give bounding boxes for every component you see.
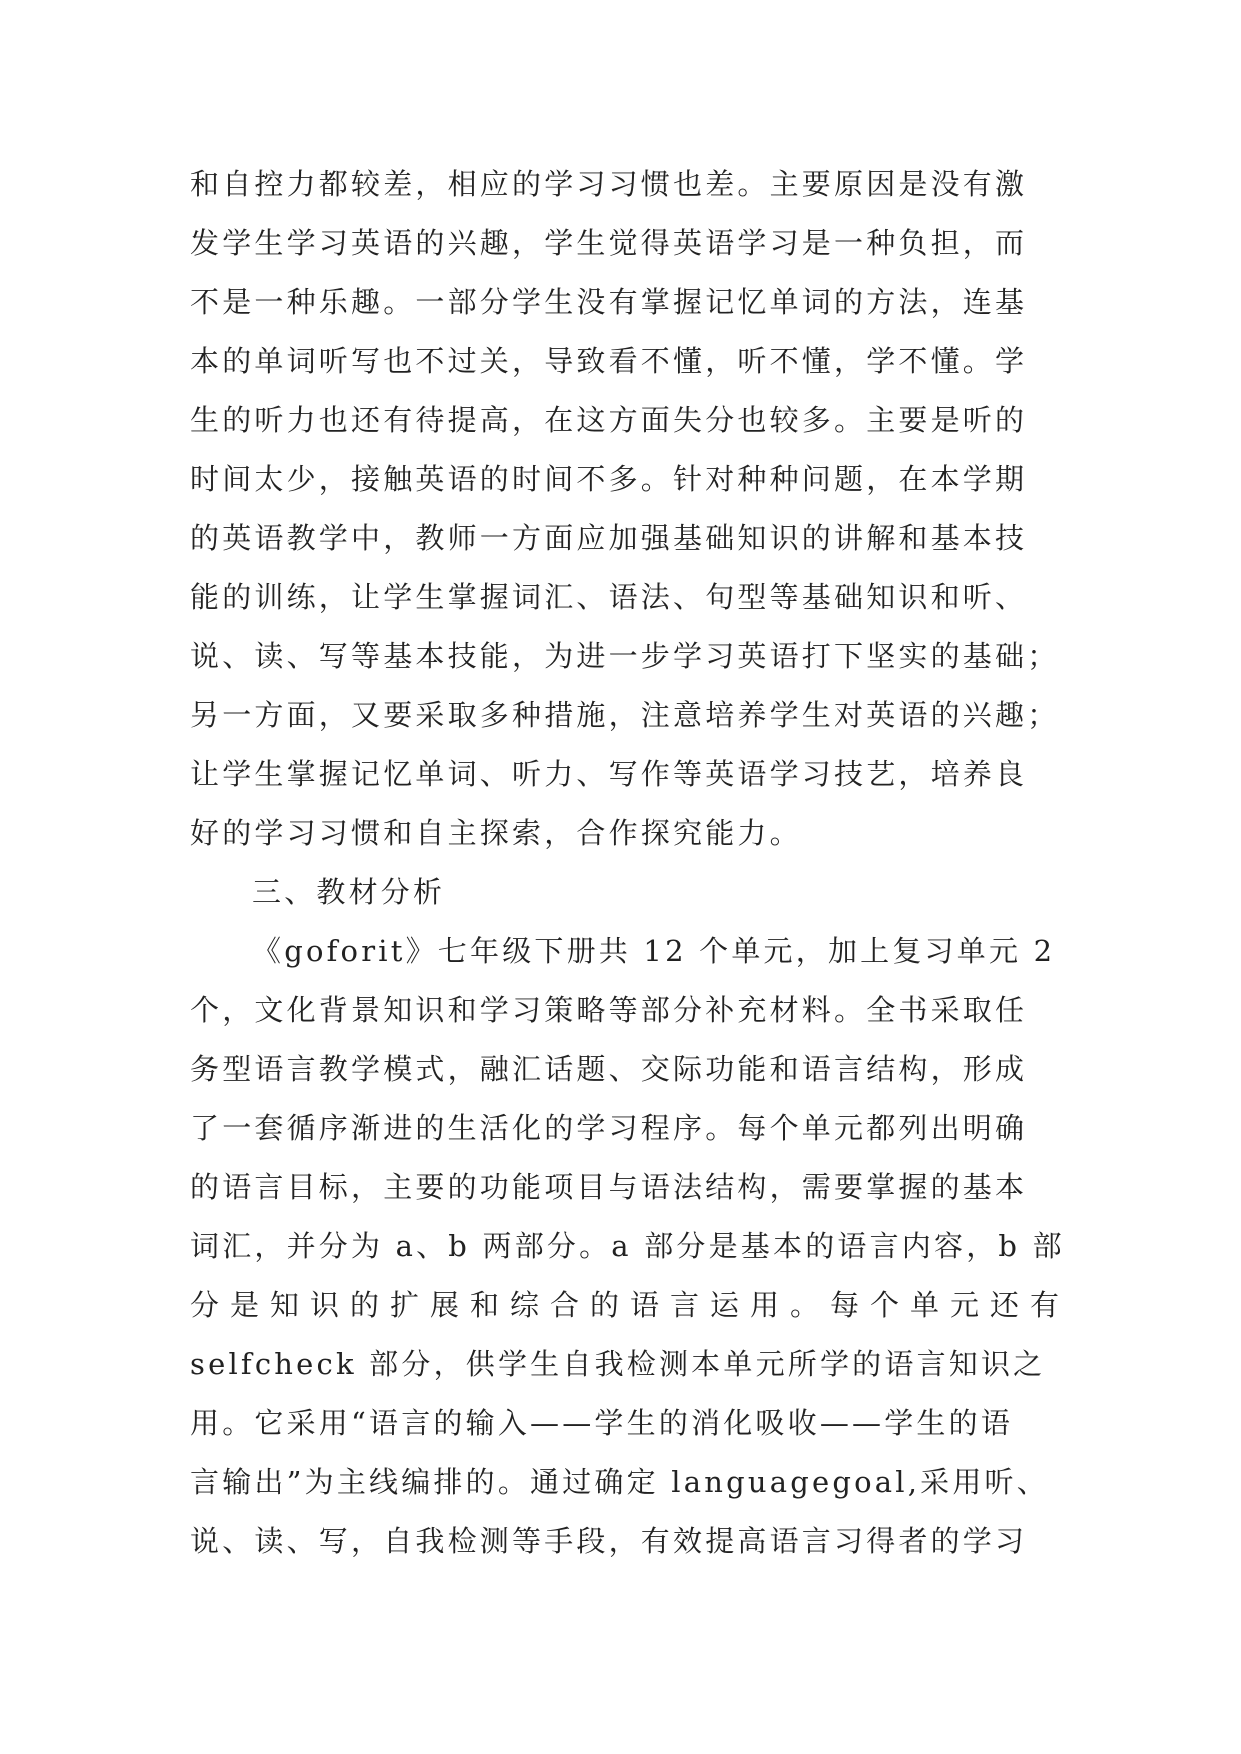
text-line-16: 务型语言教学模式，融汇话题、交际功能和语言结构，形成 [190, 1052, 1028, 1086]
section-heading: 三、教材分析 [252, 875, 446, 909]
text-line-1: 和自控力都较差，相应的学习习惯也差。主要原因是没有激 [190, 167, 1028, 201]
text-line-20: 分是知识的扩展和综合的语言运用。每个单元还有 [190, 1288, 1071, 1322]
text-line-14: 《goforit》七年级下册共 12 个单元，加上复习单元 2 [252, 934, 1056, 968]
text-line-15: 个，文化背景知识和学习策略等部分补充材料。全书采取任 [190, 993, 1028, 1027]
text-line-19: 词汇，并分为 a、b 两部分。a 部分是基本的语言内容，b 部 [190, 1229, 1065, 1263]
text-line-10: 另一方面，又要采取多种措施，注意培养学生对英语的兴趣； [190, 698, 1060, 732]
text-line-21: selfcheck 部分，供学生自我检测本单元所学的语言知识之 [190, 1347, 1046, 1381]
text-line-7: 的英语教学中，教师一方面应加强基础知识的讲解和基本技 [190, 521, 1028, 555]
text-line-5: 生的听力也还有待提高，在这方面失分也较多。主要是听的 [190, 403, 1028, 437]
text-line-18: 的语言目标，主要的功能项目与语法结构，需要掌握的基本 [190, 1170, 1028, 1204]
text-line-17: 了一套循序渐进的生活化的学习程序。每个单元都列出明确 [190, 1111, 1028, 1145]
body-text [190, 155, 1090, 1571]
text-line-3: 不是一种乐趣。一部分学生没有掌握记忆单词的方法，连基 [190, 285, 1028, 319]
text-line-11: 让学生掌握记忆单词、听力、写作等英语学习技艺，培养良 [190, 757, 1028, 791]
text-line-8: 能的训练，让学生掌握词汇、语法、句型等基础知识和听、 [190, 580, 1028, 614]
text-line-4: 本的单词听写也不过关，导致看不懂，听不懂，学不懂。学 [190, 344, 1028, 378]
text-line-12: 好的学习习惯和自主探索，合作探究能力。 [190, 816, 802, 850]
text-line-23: 言输出”为主线编排的。通过确定 languagegoal,采用听、 [190, 1465, 1049, 1499]
text-line-22: 用。它采用“语言的输入——学生的消化吸收——学生的语 [190, 1406, 1014, 1440]
text-line-9: 说、读、写等基本技能，为进一步学习英语打下坚实的基础； [190, 639, 1060, 673]
text-line-24: 说、读、写，自我检测等手段，有效提高语言习得者的学习 [190, 1524, 1028, 1558]
text-line-6: 时间太少，接触英语的时间不多。针对种种问题，在本学期 [190, 462, 1028, 496]
text-line-2: 发学生学习英语的兴趣，学生觉得英语学习是一种负担，而 [190, 226, 1028, 260]
